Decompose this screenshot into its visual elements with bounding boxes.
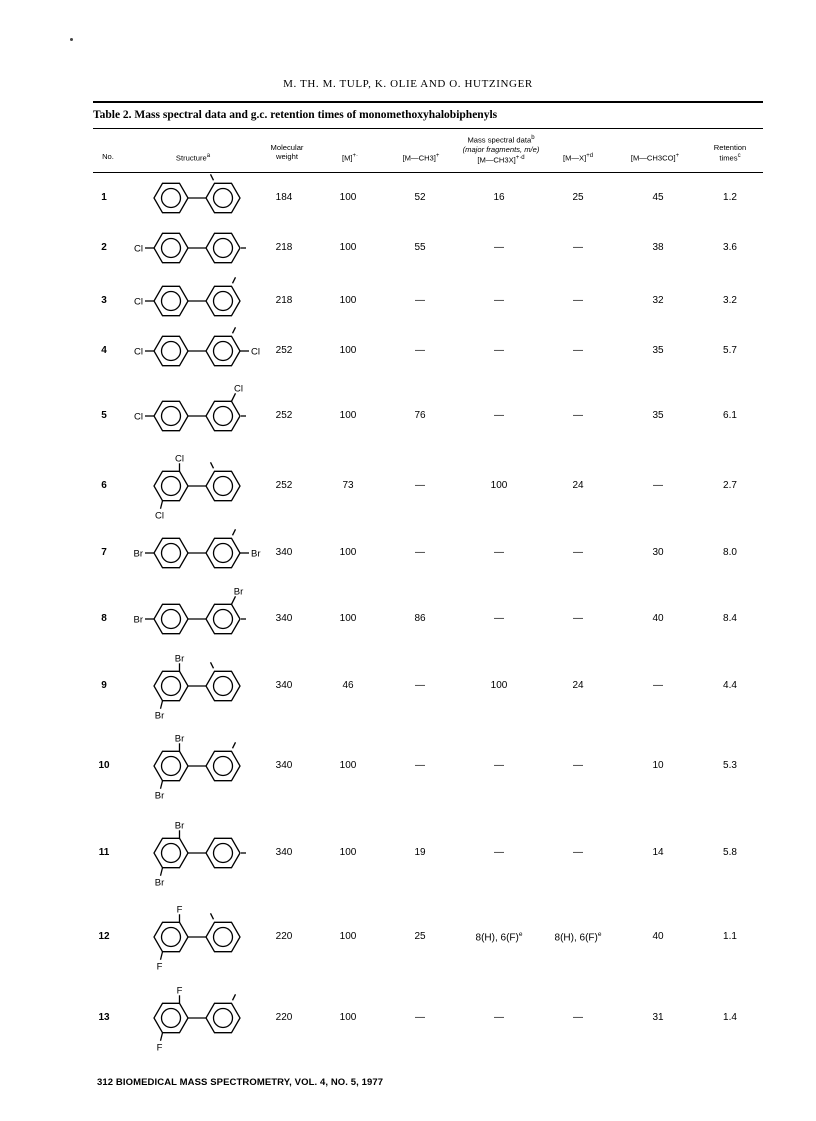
structure-diagram <box>126 977 276 1059</box>
intensity-m: 100 <box>339 410 357 421</box>
aromatic-circle-a <box>162 610 181 629</box>
meta-bond-a <box>161 781 163 789</box>
retention-time: 8.4 <box>723 613 737 624</box>
benzene-ring-a <box>154 922 188 951</box>
intensity-m-ch3: — <box>415 760 425 771</box>
intensity-m-ch3: — <box>415 1012 425 1023</box>
table-row <box>0 904 816 973</box>
intensity-m-x: — <box>573 410 583 421</box>
meta-bond-a <box>161 952 163 960</box>
intensity-m: 100 <box>339 613 357 624</box>
aromatic-circle-a <box>162 677 181 696</box>
intensity-m-ch3: 86 <box>414 613 426 624</box>
table-row <box>0 192 816 203</box>
aromatic-circle-b <box>214 342 233 361</box>
compound-number: 13 <box>98 1012 110 1023</box>
methoxy-stub <box>211 462 214 468</box>
molecular-weight: 218 <box>275 295 293 306</box>
benzene-ring-a <box>154 671 188 700</box>
retention-time: 5.8 <box>723 847 737 858</box>
methoxy-stub <box>233 994 236 1000</box>
header-retention-times: Retention times$^c$ <box>713 143 747 163</box>
ortho-label-a: F <box>176 904 183 916</box>
aromatic-circle-b <box>214 1009 233 1028</box>
methoxy-stub <box>211 913 214 919</box>
molecular-weight: 220 <box>275 1012 293 1023</box>
intensity-m-ch3x: — <box>494 242 504 253</box>
molecular-weight: 220 <box>275 931 293 942</box>
substituent-bond-b <box>232 596 236 604</box>
aromatic-circle-a <box>162 757 181 776</box>
retention-time: 2.7 <box>723 480 737 491</box>
intensity-m-ch3x: — <box>494 410 504 421</box>
cell-value: 8(H), 6(F) <box>475 932 519 944</box>
benzene-ring-a <box>154 538 188 567</box>
header-m: [M]+· <box>341 153 359 163</box>
header-structure: Structure$^a$ <box>175 153 211 163</box>
header-m-ch3: [M—CH3]+ <box>402 153 440 163</box>
substituent-label-b: Cl <box>234 383 243 395</box>
ortho-label-a: F <box>176 985 183 997</box>
compound-number: 5 <box>101 410 107 421</box>
top-rule <box>93 101 763 103</box>
benzene-ring-a <box>154 838 188 867</box>
compound-number: 11 <box>98 847 110 858</box>
benzene-ring-b <box>206 751 240 780</box>
running-head: M. TH. M. TULP, K. OLIE AND O. HUTZINGER <box>283 78 533 90</box>
intensity-m-x: — <box>573 847 583 858</box>
header-m-x: [M—X]$^{+d}$ <box>562 153 594 163</box>
aromatic-circle-b <box>214 610 233 629</box>
compound-number: 10 <box>98 760 110 771</box>
benzene-ring-b <box>206 471 240 500</box>
benzene-ring-b <box>206 671 240 700</box>
intensity-m-ch3co: 14 <box>652 847 664 858</box>
intensity-m-ch3co: 31 <box>652 1012 664 1023</box>
footnote-marker: e <box>518 931 523 938</box>
aromatic-circle-a <box>162 1009 181 1028</box>
substituent-label-b: Br <box>233 586 244 598</box>
intensity-m-ch3co: 10 <box>652 760 664 771</box>
aromatic-circle-a <box>162 342 181 361</box>
intensity-m-ch3co: 30 <box>652 547 664 558</box>
intensity-m: 100 <box>339 547 357 558</box>
molecular-weight: 184 <box>275 192 293 203</box>
aromatic-circle-b <box>214 292 233 311</box>
header-molecular-weight: Molecular weight <box>270 143 304 161</box>
substituent-left-label: Cl <box>134 243 143 255</box>
intensity-m-ch3co: 40 <box>652 931 664 942</box>
table-row <box>0 985 816 1054</box>
benzene-ring-b <box>206 1003 240 1032</box>
aromatic-circle-b <box>214 844 233 863</box>
intensity-m-x: — <box>573 760 583 771</box>
meta-bond-a <box>161 701 163 709</box>
aromatic-circle-a <box>162 844 181 863</box>
intensity-m-ch3co: — <box>653 480 663 491</box>
intensity-m-ch3x: 16 <box>493 192 505 203</box>
aromatic-circle-b <box>214 544 233 563</box>
molecular-weight: 340 <box>275 613 293 624</box>
molecular-weight: 218 <box>275 242 293 253</box>
intensity-m: 100 <box>339 847 357 858</box>
intensity-m: 46 <box>342 680 354 691</box>
intensity-m-ch3co: 40 <box>652 613 664 624</box>
benzene-ring-a <box>154 401 188 430</box>
benzene-ring-a <box>154 1003 188 1032</box>
intensity-m-ch3co: 35 <box>652 345 664 356</box>
intensity-m: 100 <box>339 760 357 771</box>
retention-time: 3.2 <box>723 295 737 306</box>
methoxy-stub <box>211 662 214 668</box>
aromatic-circle-a <box>162 407 181 426</box>
methoxy-stub <box>233 277 236 283</box>
intensity-m-ch3x <box>476 931 523 943</box>
intensity-m-ch3co: 45 <box>652 192 664 203</box>
table-row <box>0 820 816 889</box>
intensity-m-ch3x: — <box>494 1012 504 1023</box>
aromatic-circle-a <box>162 928 181 947</box>
benzene-ring-a <box>154 604 188 633</box>
compound-number: 1 <box>101 192 107 203</box>
table-row <box>0 547 816 560</box>
ortho-label-a: Cl <box>175 453 184 465</box>
aromatic-circle-b <box>214 189 233 208</box>
molecular-weight: 252 <box>275 410 293 421</box>
benzene-ring-b <box>206 233 240 262</box>
compound-number: 12 <box>98 931 110 942</box>
intensity-m-x: — <box>573 295 583 306</box>
retention-time: 6.1 <box>723 410 737 421</box>
substituent-left-label: Cl <box>134 346 143 358</box>
benzene-ring-b <box>206 401 240 430</box>
intensity-m-x <box>555 931 602 943</box>
caption-rule <box>93 128 763 129</box>
aromatic-circle-b <box>214 239 233 258</box>
aromatic-circle-a <box>162 292 181 311</box>
molecular-weight: 340 <box>275 760 293 771</box>
intensity-m-x: — <box>573 345 583 356</box>
substituent-right-label: Br <box>251 548 261 560</box>
retention-time: 4.4 <box>723 680 737 691</box>
substituent-left-label: Br <box>133 548 143 560</box>
compound-number: 6 <box>101 480 107 491</box>
intensity-m-ch3: 19 <box>414 847 426 858</box>
molecular-weight: 252 <box>275 345 293 356</box>
page-footer: 312 BIOMEDICAL MASS SPECTROMETRY, VOL. 4, NO. 5, 1977 <box>97 1077 384 1088</box>
intensity-m-ch3: 52 <box>414 192 426 203</box>
compound-number: 9 <box>101 680 107 691</box>
ortho-label-a: Br <box>174 733 185 745</box>
structure-diagram <box>126 645 276 727</box>
methoxy-stub <box>211 174 214 180</box>
substituent-left-label: Cl <box>134 411 143 423</box>
intensity-m-ch3x: — <box>494 547 504 558</box>
benzene-ring-a <box>154 751 188 780</box>
intensity-m-ch3: — <box>415 295 425 306</box>
intensity-m-ch3co: — <box>653 680 663 691</box>
table-caption: Table 2. Mass spectral data and g.c. retention times of monomethoxyhalobiphenyls <box>93 109 498 121</box>
intensity-m-x: — <box>573 613 583 624</box>
molecular-weight: 252 <box>275 480 293 491</box>
aromatic-circle-b <box>214 407 233 426</box>
table-row <box>0 345 816 358</box>
intensity-m: 100 <box>339 192 357 203</box>
meta-label-a: Br <box>154 790 165 802</box>
intensity-m-ch3: 55 <box>414 242 426 253</box>
substituent-left-label: Cl <box>134 296 143 308</box>
ortho-label-a: Br <box>174 653 185 665</box>
table-row <box>0 733 816 802</box>
substituent-left-label: Br <box>133 614 143 626</box>
benzene-ring-a <box>154 233 188 262</box>
intensity-m-ch3: — <box>415 345 425 356</box>
footnote-marker: e <box>597 931 602 938</box>
intensity-m-ch3x: — <box>494 345 504 356</box>
intensity-m-ch3x: — <box>494 760 504 771</box>
cell-value: 8(H), 6(F) <box>554 932 598 944</box>
methoxy-stub <box>233 327 236 333</box>
meta-label-a: F <box>156 961 163 973</box>
methoxy-stub <box>233 742 236 748</box>
intensity-m: 100 <box>339 931 357 942</box>
intensity-m-ch3: — <box>415 547 425 558</box>
intensity-m: 100 <box>339 242 357 253</box>
meta-label-a: F <box>156 1042 163 1054</box>
intensity-m-x: 25 <box>572 192 584 203</box>
aromatic-circle-a <box>162 477 181 496</box>
meta-bond-a <box>161 1033 163 1041</box>
structure-diagram <box>126 725 276 807</box>
aromatic-circle-a <box>162 544 181 563</box>
meta-label-a: Br <box>154 877 165 889</box>
stray-dot <box>70 38 73 41</box>
intensity-m-x: — <box>573 1012 583 1023</box>
table-row <box>0 295 816 308</box>
aromatic-circle-b <box>214 757 233 776</box>
benzene-ring-a <box>154 471 188 500</box>
intensity-m-ch3x: — <box>494 295 504 306</box>
molecular-weight: 340 <box>275 680 293 691</box>
aromatic-circle-b <box>214 677 233 696</box>
retention-time: 5.3 <box>723 760 737 771</box>
ortho-label-a: Br <box>174 820 185 832</box>
header-mass-spectral-data: Mass spectral data$^b$ (major fragments, m/e) [M—CH3X]$^{+\cdot d}$ <box>462 135 540 165</box>
intensity-m-ch3: — <box>415 680 425 691</box>
intensity-m-ch3co: 35 <box>652 410 664 421</box>
compound-number: 8 <box>101 613 107 624</box>
retention-time: 8.0 <box>723 547 737 558</box>
intensity-m: 100 <box>339 1012 357 1023</box>
compound-number: 7 <box>101 547 107 558</box>
aromatic-circle-b <box>214 477 233 496</box>
structure-diagram <box>126 896 276 978</box>
compound-number: 3 <box>101 295 107 306</box>
compound-number: 2 <box>101 242 107 253</box>
table-row <box>0 586 816 626</box>
benzene-ring-b <box>206 604 240 633</box>
structure-diagram <box>126 812 276 894</box>
aromatic-circle-a <box>162 189 181 208</box>
benzene-ring-b <box>206 922 240 951</box>
intensity-m: 73 <box>342 480 354 491</box>
aromatic-circle-a <box>162 239 181 258</box>
intensity-m-ch3x: — <box>494 847 504 858</box>
intensity-m-x: 24 <box>572 480 584 491</box>
intensity-m: 100 <box>339 345 357 356</box>
intensity-m-ch3: 25 <box>414 931 426 942</box>
intensity-m-x: — <box>573 547 583 558</box>
benzene-ring-b <box>206 538 240 567</box>
retention-time: 5.7 <box>723 345 737 356</box>
molecular-weight: 340 <box>275 547 293 558</box>
table-row <box>0 653 816 722</box>
retention-time: 1.1 <box>723 931 737 942</box>
meta-label-a: Cl <box>155 510 164 522</box>
table-row <box>0 242 816 255</box>
meta-bond-a <box>161 501 163 509</box>
compound-number: 4 <box>101 345 107 356</box>
meta-label-a: Br <box>154 710 165 722</box>
aromatic-circle-b <box>214 928 233 947</box>
benzene-ring-b <box>206 336 240 365</box>
substituent-bond-b <box>232 393 236 401</box>
benzene-ring-a <box>154 336 188 365</box>
table-row <box>0 383 816 423</box>
table-row <box>0 453 816 522</box>
header-no: No. <box>102 152 114 161</box>
retention-time: 1.4 <box>723 1012 737 1023</box>
retention-time: 1.2 <box>723 192 737 203</box>
intensity-m-x: 24 <box>572 680 584 691</box>
intensity-m-ch3x: — <box>494 613 504 624</box>
intensity-m-ch3x: 100 <box>490 480 508 491</box>
benzene-ring-b <box>206 838 240 867</box>
intensity-m-ch3x: 100 <box>490 680 508 691</box>
methoxy-stub <box>233 529 236 535</box>
header-m-ch3co: [M—CH3CO]+ <box>630 153 680 163</box>
intensity-m-ch3: 76 <box>414 410 426 421</box>
molecular-weight: 340 <box>275 847 293 858</box>
meta-bond-a <box>161 868 163 876</box>
retention-time: 3.6 <box>723 242 737 253</box>
intensity-m-ch3co: 38 <box>652 242 664 253</box>
intensity-m-ch3co: 32 <box>652 295 664 306</box>
intensity-m-x: — <box>573 242 583 253</box>
intensity-m: 100 <box>339 295 357 306</box>
intensity-m-ch3: — <box>415 480 425 491</box>
substituent-right-label: Cl <box>251 346 260 358</box>
